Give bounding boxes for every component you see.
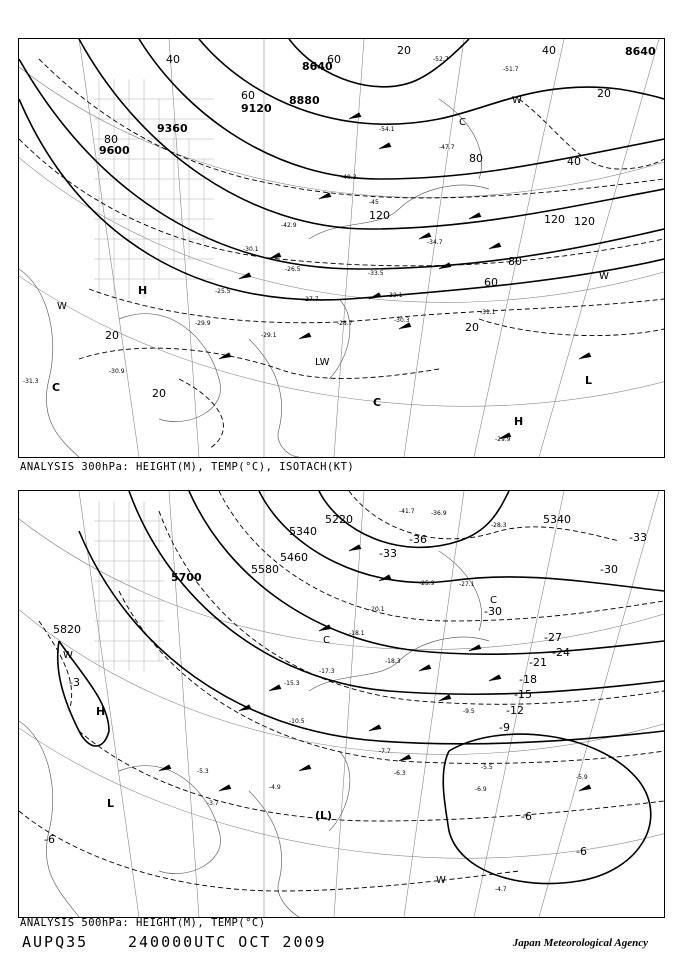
height-label: 5340 [289,525,317,538]
temp-label: -54.1 [379,126,395,133]
wind-barbs [159,545,591,791]
isotach-label: 20 [152,387,166,400]
temp-label: -45 [369,199,379,206]
isotherm-label: -30 [600,563,618,576]
cold-center: C [490,595,497,606]
temp-label: -48.3 [341,174,357,181]
isotherm-label: -24 [552,646,570,659]
height-label: 5460 [280,551,308,564]
height-label: 5700 [171,571,202,584]
isotach-label: 120 [574,215,595,228]
warm-center: W [57,301,67,312]
high-pressure-center: H [514,415,524,428]
temp-label: -30.9 [109,368,125,375]
height-label: 8640 [625,45,656,58]
caption-300hpa: ANALYSIS 300hPa: HEIGHT(M), TEMP(°C), ISOTACH(KT) [20,461,355,473]
isotach-label: 20 [597,87,611,100]
obs-label: -25.9 [419,580,435,587]
height-contours [58,491,664,884]
obs-label: -5.9 [576,774,588,781]
temp-label: -30.3 [394,317,410,324]
temp-label: -32.1 [387,292,403,299]
temp-label: -27.7 [303,296,319,303]
temp-label: -31.3 [23,378,39,385]
isotherm-label: -21 [529,656,547,669]
isotherm-label: -33 [379,547,397,560]
obs-label: -18.3 [385,658,401,665]
isotach-label: 40 [542,44,556,57]
isotherm-label: -36 [409,533,427,546]
isotach-label: 40 [567,155,581,168]
warm-center: W [436,875,446,886]
isotach-label: 20 [465,321,479,334]
low-pressure-center: L [585,374,593,387]
warm-center: W [512,95,522,106]
isotherm-label: -3 [69,676,80,689]
height-label: 5820 [53,623,81,636]
cold-center: C [373,396,382,409]
isotach-label: 60 [484,276,498,289]
cold-center: C [459,117,466,128]
warm-center: W [63,650,73,661]
temp-label: -47.7 [439,144,455,151]
obs-label: -7.7 [379,748,391,755]
isotach-label: 80 [104,133,118,146]
obs-label: -4.7 [495,886,507,893]
isotach-label: 60 [327,53,341,66]
obs-label: -9.5 [463,708,475,715]
obs-label: -41.7 [399,508,415,515]
height-label: 9360 [157,122,188,135]
temp-label: -30.1 [243,246,259,253]
warm-center: W [599,271,609,282]
cold-center: C [323,635,330,646]
temp-label: -42.9 [281,222,297,229]
obs-label: -27.1 [459,581,475,588]
temp-label: -29.9 [195,320,211,327]
high-pressure-center: H [96,705,106,718]
valid-time: 240000UTC OCT 2009 [128,933,327,951]
temp-label: -29.9 [495,436,511,443]
isotherm-label: -15 [514,688,532,701]
jet-hatching [94,79,214,299]
obs-label: -6.3 [394,770,406,777]
height-label: 9600 [99,144,130,157]
isotach-label: 80 [469,152,483,165]
temp-label: -33.5 [368,270,384,277]
isotach-label: 80 [508,255,522,268]
cold-center: C [52,381,61,394]
temp-label: -52.7 [433,56,449,63]
graticule [19,39,664,457]
obs-label: -4.9 [269,784,281,791]
map-500hpa-canvas [19,491,664,917]
isotach-label: 120 [544,213,565,226]
isotherm-label: -18 [519,673,537,686]
obs-label: -17.3 [319,668,335,675]
isotherm-label: -33 [629,531,647,544]
temp-label: -29.1 [261,332,277,339]
isotherm-label: -30 [484,605,502,618]
isotach-label: 20 [105,329,119,342]
coastlines [19,551,489,917]
obs-label: -28.3 [491,522,507,529]
obs-label: -36.9 [431,510,447,517]
height-label: 9120 [241,102,272,115]
low-pressure-center: (L) [315,809,333,822]
isotherm-label: -6 [44,833,55,846]
isotach-label: 60 [241,89,255,102]
map-500hpa [18,490,665,918]
isotherm-label: -27 [544,631,562,644]
map-300hpa [18,38,665,458]
temp-label: -31.1 [480,309,496,316]
isotherm-label: -6 [576,845,587,858]
obs-label: -5.3 [197,768,209,775]
height-contours [19,39,664,300]
isotach-contours [19,59,664,449]
height-label: 8640 [302,60,333,73]
obs-label: -20.1 [369,606,385,613]
temp-label: -28.7 [337,320,353,327]
obs-label: -3.7 [207,800,219,807]
map-300hpa-canvas [19,39,664,457]
temp-label: -26.5 [285,266,301,273]
agency-name: Japan Meteorological Agency [512,937,648,949]
caption-500hpa: ANALYSIS 500hPa: HEIGHT(M), TEMP(°C) [20,917,266,929]
chart-id: AUPQ35 [22,933,89,951]
high-pressure-center: H [138,284,148,297]
obs-label: -10.5 [289,718,305,725]
temp-label: -25.5 [215,288,231,295]
isotach-label: 120 [369,209,390,222]
graticule [19,491,664,917]
isotach-label: 40 [166,53,180,66]
low-pressure-center: L [107,797,115,810]
obs-label: -15.3 [284,680,300,687]
obs-label: -18.1 [349,630,365,637]
obs-label: -6.9 [475,786,487,793]
height-label: 5340 [543,513,571,526]
obs-label: -5.5 [481,764,493,771]
isotherm-label: -6 [521,810,532,823]
temp-label: -51.7 [503,66,519,73]
temp-label: -34.7 [427,239,443,246]
isotherm-label: -12 [506,704,524,717]
height-label: 5220 [325,513,353,526]
isotherm-label: -9 [499,721,510,734]
grid-hatching [94,501,164,671]
height-label: 8880 [289,94,320,107]
isotach-label: 20 [397,44,411,57]
coastlines [19,99,489,457]
warm-center: LW [315,357,330,368]
height-label: 5580 [251,563,279,576]
